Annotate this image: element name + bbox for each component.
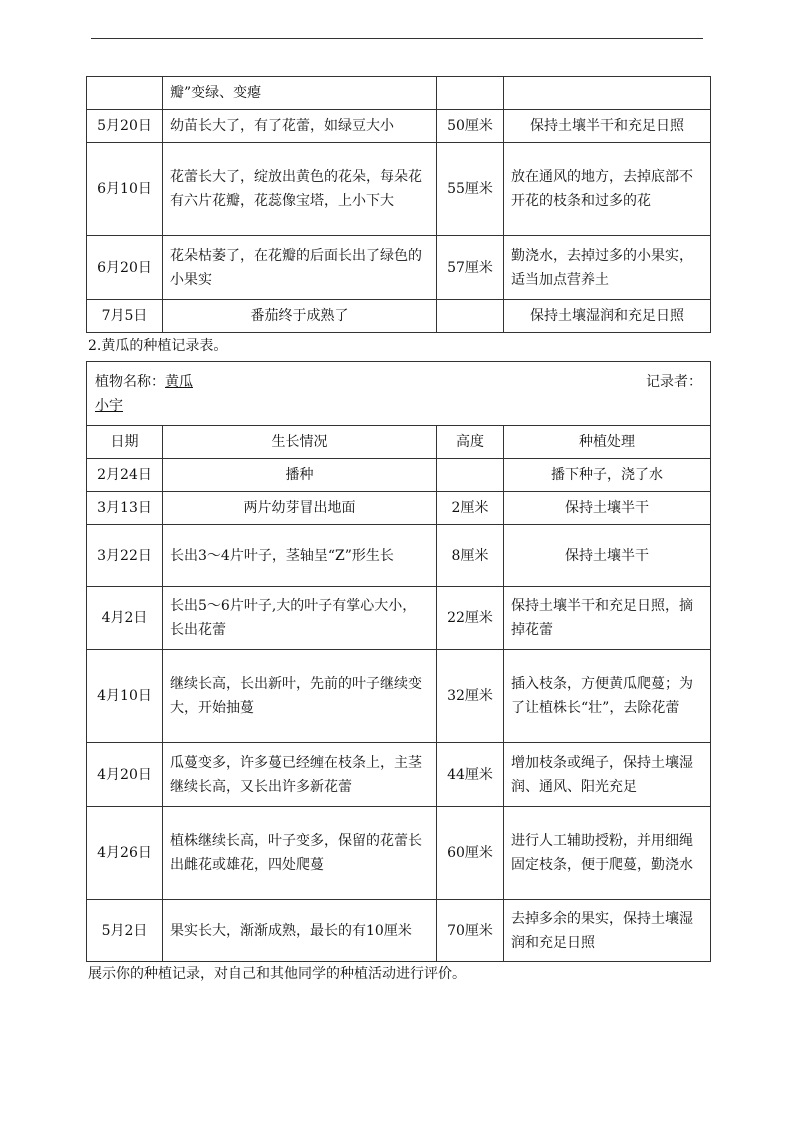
date-cell: 3月13日 — [87, 492, 163, 525]
growth-cell: 长出5～6片叶子,大的叶子有掌心大小，长出花蕾 — [163, 587, 437, 650]
growth-cell: 植株继续长高，叶子变多，保留的花蕾长出雌花或雄花，四处爬蔓 — [163, 807, 437, 900]
header-rule — [91, 38, 703, 39]
height-cell: 50厘米 — [437, 110, 504, 143]
care-cell: 播下种子，浇了水 — [504, 459, 711, 492]
plant-name-label: 植物名称： — [95, 373, 165, 390]
table-row — [87, 236, 711, 300]
care-cell: 进行人工辅助授粉，并用细绳固定枝条，便于爬蔓，勤浇水 — [504, 807, 711, 900]
footer-instruction: 展示你的种植记录，对自己和其他同学的种植活动进行评价。 — [88, 966, 466, 982]
tomato-record-table — [86, 76, 711, 333]
date-cell: 4月2日 — [87, 587, 163, 650]
growth-cell: 长出3～4片叶子，茎轴呈“Z”形生长 — [163, 525, 437, 587]
height-cell: 55厘米 — [437, 143, 504, 236]
care-cell: 放在通风的地方，去掉底部不开花的枝条和过多的花 — [504, 143, 711, 236]
cucumber-record-table — [86, 361, 711, 962]
height-cell — [437, 459, 504, 492]
care-cell: 勤浇水，去掉过多的小果实，适当加点营养土 — [504, 236, 711, 300]
care-cell: 保持土壤湿润和充足日照 — [504, 300, 711, 333]
date-cell: 4月26日 — [87, 807, 163, 900]
header-height: 高度 — [437, 426, 504, 459]
height-cell: 70厘米 — [437, 900, 504, 962]
date-cell: 5月2日 — [87, 900, 163, 962]
date-cell: 6月10日 — [87, 143, 163, 236]
growth-cell: 花蕾长大了，绽放出黄色的花朵，每朵花有六片花瓣，花蕊像宝塔，上小下大 — [163, 143, 437, 236]
header-growth: 生长情况 — [163, 426, 437, 459]
care-cell: 插入枝条，方便黄瓜爬蔓；为了让植株长“壮”，去除花蕾 — [504, 650, 711, 743]
date-cell: 6月20日 — [87, 236, 163, 300]
growth-cell: 瓣”变绿、变瘪 — [163, 77, 437, 110]
height-cell: 44厘米 — [437, 743, 504, 807]
height-cell: 57厘米 — [437, 236, 504, 300]
height-cell — [437, 77, 504, 110]
height-cell: 2厘米 — [437, 492, 504, 525]
recorder-label: 记录者： — [646, 373, 702, 390]
plant-name-value: 黄瓜 — [165, 373, 193, 390]
table-row — [87, 743, 711, 807]
table-row — [87, 650, 711, 743]
care-cell: 增加枝条或绳子，保持土壤湿润、通风、阳光充足 — [504, 743, 711, 807]
date-cell — [87, 77, 163, 110]
info-row — [87, 362, 711, 426]
recorder-name: 小宇 — [95, 397, 123, 414]
table-row — [87, 807, 711, 900]
height-cell: 32厘米 — [437, 650, 504, 743]
plant-name-field — [95, 370, 193, 394]
table-row — [87, 459, 711, 492]
growth-cell: 幼苗长大了，有了花蕾，如绿豆大小 — [163, 110, 437, 143]
table-row — [87, 77, 711, 110]
table-row — [87, 587, 711, 650]
height-cell — [437, 300, 504, 333]
growth-cell: 番茄终于成熟了 — [163, 300, 437, 333]
table-row — [87, 110, 711, 143]
height-cell: 60厘米 — [437, 807, 504, 900]
height-cell: 8厘米 — [437, 525, 504, 587]
care-cell: 保持土壤半干 — [504, 525, 711, 587]
care-cell: 保持土壤半干和充足日照，摘掉花蕾 — [504, 587, 711, 650]
care-cell: 去掉多余的果实，保持土壤湿润和充足日照 — [504, 900, 711, 962]
date-cell: 7月5日 — [87, 300, 163, 333]
date-cell: 3月22日 — [87, 525, 163, 587]
header-date: 日期 — [87, 426, 163, 459]
care-cell: 保持土壤半干和充足日照 — [504, 110, 711, 143]
growth-cell: 果实长大，渐渐成熟，最长的有10厘米 — [163, 900, 437, 962]
date-cell: 5月20日 — [87, 110, 163, 143]
date-cell: 2月24日 — [87, 459, 163, 492]
header-care: 种植处理 — [504, 426, 711, 459]
growth-cell: 继续长高，长出新叶，先前的叶子继续变大，开始抽蔓 — [163, 650, 437, 743]
table-row — [87, 300, 711, 333]
table-row — [87, 143, 711, 236]
table-row — [87, 492, 711, 525]
date-cell: 4月10日 — [87, 650, 163, 743]
table-row — [87, 900, 711, 962]
growth-cell: 播种 — [163, 459, 437, 492]
info-cell — [87, 362, 711, 426]
height-cell: 22厘米 — [437, 587, 504, 650]
care-cell — [504, 77, 711, 110]
growth-cell: 瓜蔓变多，许多蔓已经缠在枝条上，主茎继续长高，又长出许多新花蕾 — [163, 743, 437, 807]
table-row — [87, 525, 711, 587]
cucumber-caption: 2.黄瓜的种植记录表。 — [88, 338, 228, 354]
growth-cell: 花朵枯萎了，在花瓣的后面长出了绿色的小果实 — [163, 236, 437, 300]
care-cell: 保持土壤半干 — [504, 492, 711, 525]
growth-cell: 两片幼芽冒出地面 — [163, 492, 437, 525]
date-cell: 4月20日 — [87, 743, 163, 807]
header-row — [87, 426, 711, 459]
